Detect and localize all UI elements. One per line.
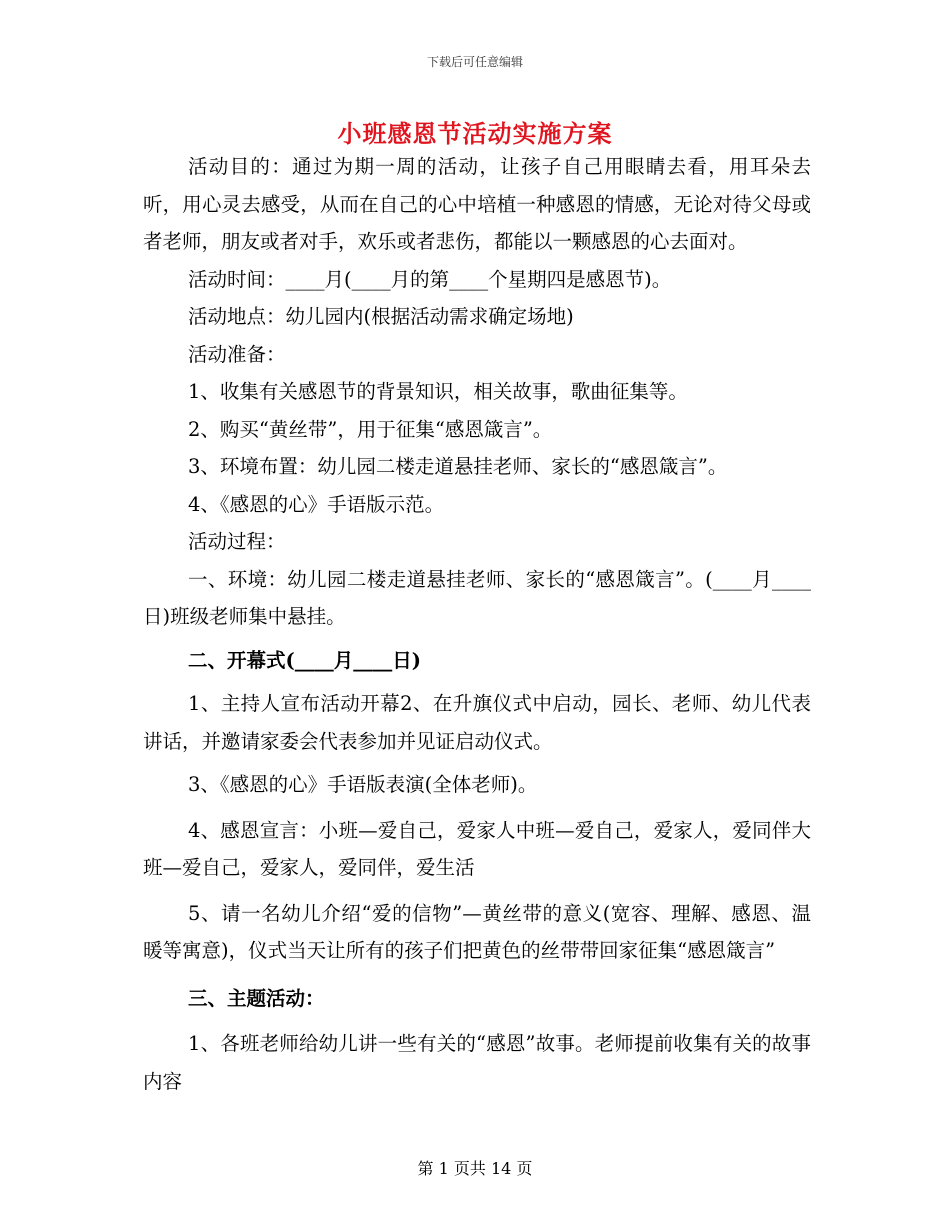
paragraph-purpose: 活动目的：通过为期一周的活动，让孩子自己用眼睛去看，用耳朵去听，用心灵去感受，从而在自己的心中培植一种感恩的情感，无论对待父母或者老师，朋友或者对手，欢乐或者悲伤，都能以一颗感恩的心去面对。 (143, 155, 811, 253)
section-heading-opening: 二、开幕式(____月____日) (188, 648, 421, 672)
document-title: 小班感恩节活动实施方案 (337, 119, 613, 148)
paragraph-environment: 一、环境：幼儿园二楼走道悬挂老师、家长的“感恩箴言”。(____月____日)班级老师集中悬挂。 (143, 567, 811, 628)
paragraph-time: 活动时间：____月(____月的第____个星期四是感恩节)。 (188, 267, 672, 291)
header-note: 下载后可任意编辑 (426, 55, 523, 69)
paragraph-process-heading: 活动过程： (188, 530, 286, 553)
paragraph-opening-item-1: 1、主持人宣布活动开幕2、在升旗仪式中启动，园长、老师、幼儿代表讲话，并邀请家委会代表参加并见证启动仪式。 (143, 692, 811, 753)
paragraph-theme-item-1: 1、各班老师给幼儿讲一些有关的“感恩”故事。老师提前收集有关的故事内容 (143, 1032, 811, 1093)
paragraph-prep-item-1: 1、收集有关感恩节的背景知识，相关故事，歌曲征集等。 (188, 380, 688, 403)
document-body (143, 148, 811, 1100)
paragraph-opening-item-4: 4、感恩宣言：小班—爱自己，爱家人中班—爱自己，爱家人，爱同伴大班—爱自己，爱家人，爱同伴，爱生活 (143, 818, 811, 879)
paragraph-opening-item-3: 3、《感恩的心》手语版表演(全体老师)。 (188, 773, 538, 796)
page-footer: 第 1 页共 14 页 (417, 1159, 533, 1178)
paragraph-prep-item-3: 3、环境布置：幼儿园二楼走道悬挂老师、家长的“感恩箴言”。 (188, 455, 728, 478)
paragraph-prep-item-2: 2、购买“黄丝带”，用于征集“感恩箴言”。 (188, 417, 553, 441)
paragraph-prep-item-4: 4、《感恩的心》手语版示范。 (188, 492, 445, 516)
paragraph-preparation-heading: 活动准备： (188, 342, 286, 366)
paragraph-opening-item-5: 5、请一名幼儿介绍“爱的信物”—黄丝带的意义(宽容、理解、感恩、温暖等寓意)，仪式当天让所有的孩子们把黄色的丝带带回家征集“感恩箴言” (143, 901, 811, 962)
paragraph-location: 活动地点：幼儿园内(根据活动需求确定场地) (188, 305, 574, 328)
section-heading-theme: 三、主题活动： (188, 986, 325, 1010)
